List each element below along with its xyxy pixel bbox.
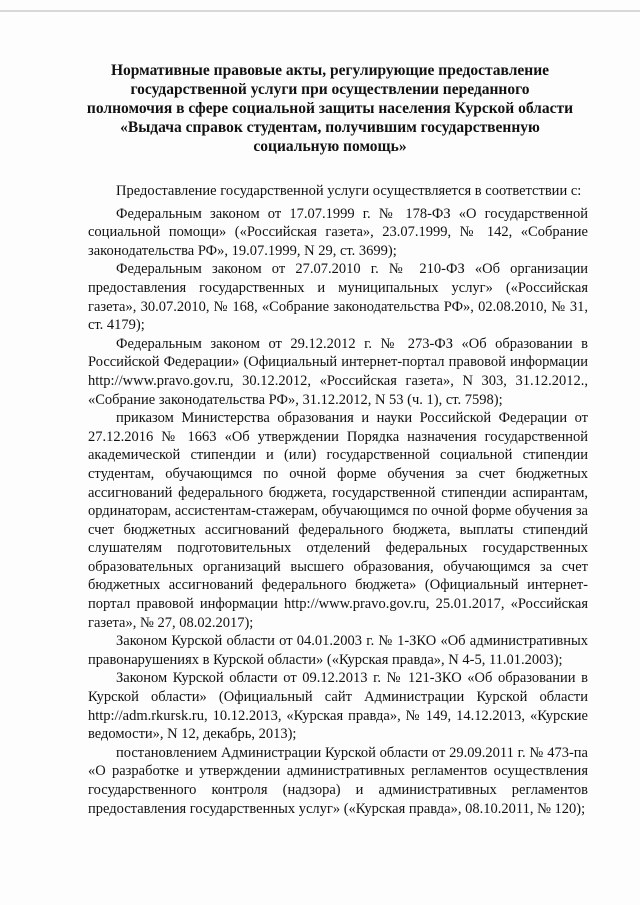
law-paragraph: постановлением Администрации Курской области от 29.09.2011 г. № 473-па «О разработке и утверждении административных регламентов осуществления государственного контроля (надзора) и административных регламентов предоставления государственных услуг» («Курская правда», 08.10.2011, № 120);: [88, 744, 588, 817]
title-line: «Выдача справок студентам, получившим государственную: [120, 119, 540, 136]
law-paragraph: Федеральным законом от 17.07.1999 г. № 178-ФЗ «О государственной социальной помощи» («Российская газета», 23.07.1999, № 142, «Собрание законодательства РФ», 19.07.1999, N 29, ст. 3699);: [88, 205, 588, 259]
title-line: полномочия в сфере социальной защиты населения Курской области: [86, 100, 574, 117]
title-line: государственной услуги при осуществлении переданного: [130, 81, 530, 98]
intro-paragraph: Предоставление государственной услуги осуществляется в соответствии с:: [116, 183, 582, 199]
title-line: Нормативные правовые акты, регулирующие предоставление: [110, 62, 550, 79]
law-paragraph: приказом Министерства образования и науки Российской Федерации от 27.12.2016 № 1663 «Об утверждении Порядка назначения государственной академической стипендии и (или) государственной социальной стипендии студентам, обучающимся по очной форме обучения за счет бюджетных ассигнований федерального бюджета, государственной стипендии аспирантам, ординаторам, ассистентам-стажерам, обучающимся по очной форме обучения за счет бюджетных ассигнований федерального бюджета, выплаты стипендий слушателям подготовительных отделений федеральных государственных образовательных организаций высшего образования, обучающимся за счет бюджетных ассигнований федерального бюджета» (Официальный интернет-портал правовой информации http://www.pravo.gov.ru, 25.01.2017, «Российская газета», № 27, 08.02.2017);: [88, 410, 588, 631]
top-border-line: [0, 10, 640, 12]
title-line: социальную помощь»: [253, 138, 407, 155]
document-body: [88, 182, 588, 818]
document-title: [80, 61, 580, 156]
law-paragraph: Федеральным законом от 27.07.2010 г. № 210-ФЗ «Об организации предоставления государственных и муниципальных услуг» («Российская газета», 30.07.2010, № 168, «Собрание законодательства РФ», 02.08.2010, № 31, ст. 4179);: [88, 261, 588, 334]
law-paragraph: Федеральным законом от 29.12.2012 г. № 273-ФЗ «Об образовании в Российской Федерации» (Официальный интернет-портал правовой информации http://www.pravo.gov.ru, 30.12.2012, «Российская газета», N 303, 31.12.2012., «Собрание законодательства РФ», 31.12.2012, N 53 (ч. 1), ст. 7598);: [88, 335, 588, 408]
law-paragraph: Законом Курской области от 04.01.2003 г. № 1-ЗКО «Об административных правонарушениях в Курской области» («Курская правда», N 4-5, 11.01.2003);: [88, 633, 588, 668]
law-paragraph: Законом Курской области от 09.12.2013 г. № 121-ЗКО «Об образовании в Курской области» (Официальный сайт Администрации Курской области http://adm.rkursk.ru, 10.12.2013, «Курская правда», № 149, 14.12.2013, «Курские ведомости», N 12, декабрь, 2013);: [88, 670, 588, 743]
